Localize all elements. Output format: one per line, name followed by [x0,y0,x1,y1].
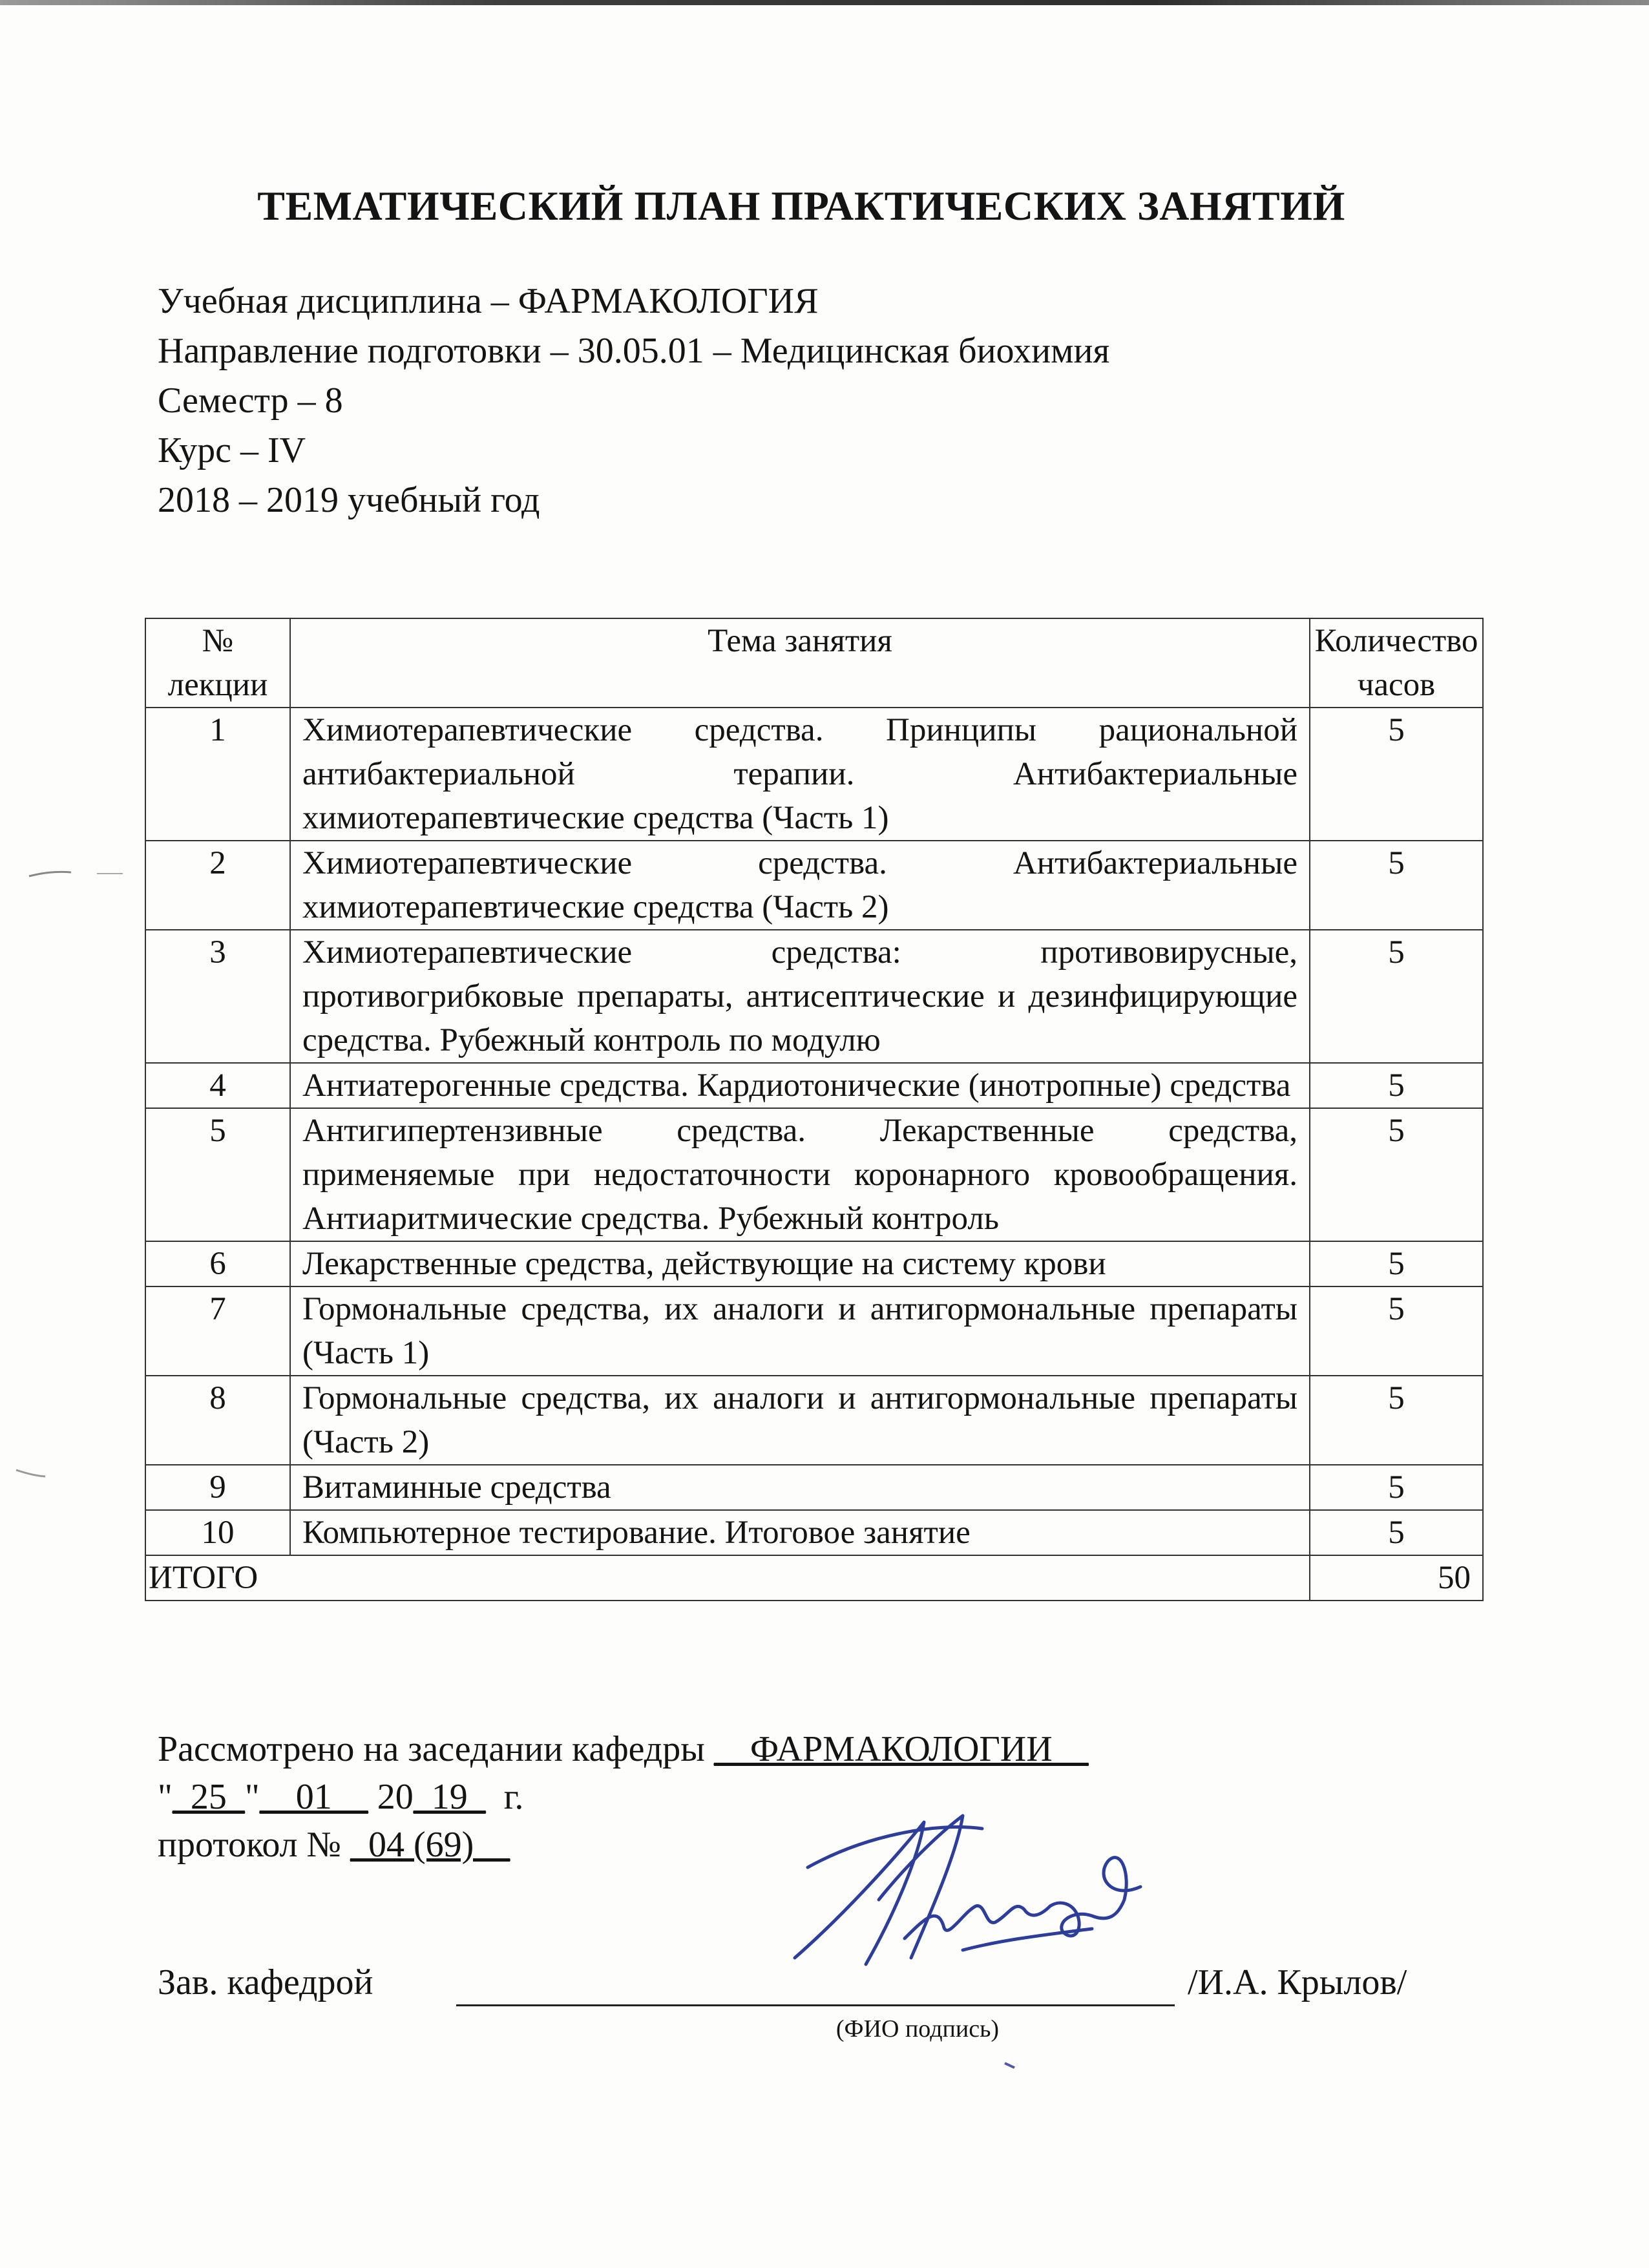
row-hours: 5 [1310,1376,1483,1465]
scan-top-edge [0,0,1649,5]
row-topic: Компьютерное тестирование. Итоговое занятие [290,1510,1310,1555]
course-info [158,277,1109,525]
table-row [145,1286,1483,1376]
header-number: № лекции [145,618,290,708]
date-month: __01__ [259,1777,368,1817]
row-number: 3 [145,930,290,1063]
row-number: 2 [145,841,290,930]
signature-line [456,2004,1175,2006]
row-hours: 5 [1310,841,1483,930]
protocol-line: протокол № _04 (69)__ [158,1825,510,1865]
row-topic: Химиотерапевтические средства. Антибактериальные химиотерапевтические средства (Часть 2) [290,841,1310,930]
semester-line: Семестр – 8 [158,381,343,421]
table-row [145,930,1483,1063]
signature-caption: (ФИО подпись) [835,2015,1000,2042]
date-day: _25_ [172,1777,245,1817]
row-number: 8 [145,1376,290,1465]
row-topic: Химиотерапевтические средства: противовирусные, противогрибковые препараты, антисептические и дезинфицирующие средства. Рубежный контроль по модулю [290,930,1310,1063]
table-row [145,1465,1483,1510]
table-row [145,708,1483,841]
head-of-department-label: Зав. кафедрой [158,1962,373,2002]
protocol-number: _04 (69)__ [350,1825,510,1865]
row-topic: Лекарственные средства, действующие на систему крови [290,1241,1310,1286]
row-topic: Антиатерогенные средства. Кардиотонические (инотропные) средства [290,1063,1310,1108]
row-topic: Гормональные средства, их аналоги и антигормональные препараты (Часть 2) [290,1376,1310,1465]
row-number: 5 [145,1108,290,1241]
row-hours: 5 [1310,1108,1483,1241]
header-hours: Количество часов [1310,618,1483,708]
table-row [145,1376,1483,1465]
handwritten-signature [769,1796,1170,2010]
department-name: __ФАРМАКОЛОГИИ__ [713,1729,1089,1769]
discipline-line: Учебная дисциплина – ФАРМАКОЛОГИЯ [158,281,819,321]
scan-artifact-mark [26,863,129,883]
row-topic: Гормональные средства, их аналоги и антигормональные препараты (Часть 1) [290,1286,1310,1376]
table-row [145,841,1483,930]
row-number: 4 [145,1063,290,1108]
date-year: _19_ [413,1777,486,1817]
row-hours: 5 [1310,1241,1483,1286]
table-header-row [145,618,1483,708]
row-hours: 5 [1310,708,1483,841]
scan-artifact-mark [1002,2060,1021,2073]
meeting-date: "_25_"__01__ 20_19_ г. [158,1777,524,1817]
row-hours: 5 [1310,1465,1483,1510]
course-line: Курс – IV [158,430,306,470]
total-row [145,1555,1483,1601]
row-number: 10 [145,1510,290,1555]
head-of-department-name: /И.А. Крылов/ [1188,1962,1407,2002]
row-number: 1 [145,708,290,841]
row-hours: 5 [1310,930,1483,1063]
row-number: 6 [145,1241,290,1286]
document-title: ТЕМАТИЧЕСКИЙ ПЛАН ПРАКТИЧЕСКИХ ЗАНЯТИЙ [257,183,1345,229]
considered-line: Рассмотрено на заседании кафедры __ФАРМАКОЛОГИИ__ [158,1729,1089,1769]
table-row [145,1108,1483,1241]
row-hours: 5 [1310,1063,1483,1108]
table-row [145,1510,1483,1555]
academic-year-line: 2018 – 2019 учебный год [158,480,540,520]
row-hours: 5 [1310,1286,1483,1376]
total-label: ИТОГО [145,1555,1310,1601]
row-topic: Витаминные средства [290,1465,1310,1510]
row-number: 9 [145,1465,290,1510]
direction-line: Направление подготовки – 30.05.01 – Медицинская биохимия [158,331,1110,371]
row-topic: Антигипертензивные средства. Лекарственные средства, применяемые при недостаточности коронарного кровообращения. Антиаритмические средства. Рубежный контроль [290,1108,1310,1241]
total-value: 50 [1310,1555,1483,1601]
scan-artifact-mark [13,1467,52,1480]
row-topic: Химиотерапевтические средства. Принципы рациональной антибактериальной терапии. Антибактериальные химиотерапевтические средства (Часть 1) [290,708,1310,841]
table-row [145,1241,1483,1286]
header-topic: Тема занятия [290,618,1310,708]
row-number: 7 [145,1286,290,1376]
lesson-plan-table [145,618,1484,1601]
row-hours: 5 [1310,1510,1483,1555]
table-row [145,1063,1483,1108]
